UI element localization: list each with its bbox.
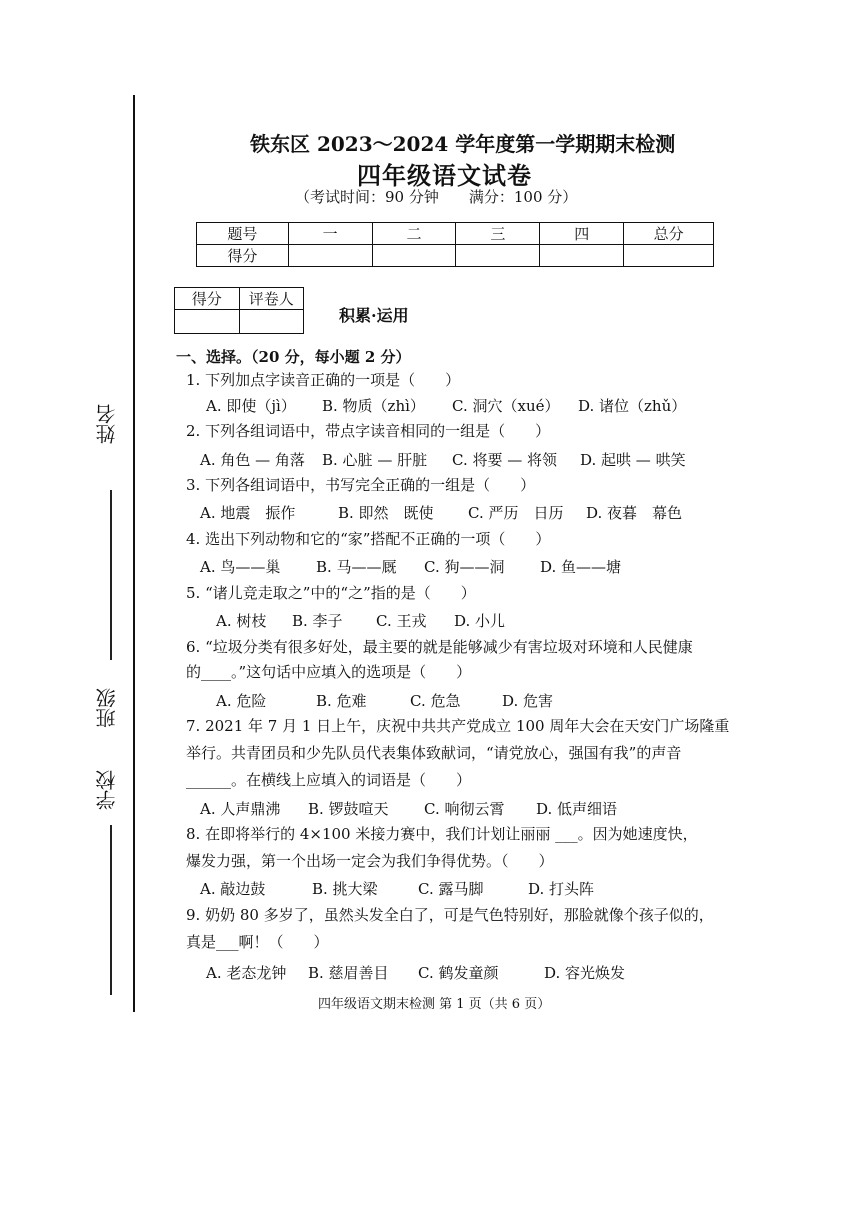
q7-option-b[interactable]: B. 锣鼓喧天	[308, 800, 389, 818]
score-table-cell: 题号	[197, 223, 289, 245]
question-2-stem: 2. 下列各组词语中，带点字读音相同的一组是（ ）	[186, 422, 551, 440]
score-table-cell: 三	[456, 223, 540, 245]
q9-option-a[interactable]: A. 老态龙钟	[206, 964, 287, 982]
q4-option-d[interactable]: D. 鱼——塘	[540, 558, 622, 576]
q1-option-c[interactable]: C. 洞穴（xué）	[452, 397, 560, 415]
question-7-stem-line3: ______。在横线上应填入的词语是（ ）	[186, 771, 472, 789]
score-table-cell: 得分	[197, 245, 289, 267]
class-label-text: 班级	[95, 688, 119, 728]
q8-option-a[interactable]: A. 敲边鼓	[200, 880, 266, 898]
q8-option-d[interactable]: D. 打头阵	[528, 880, 595, 898]
q3-option-a[interactable]: A. 地震 振作	[200, 504, 296, 522]
q7-option-a[interactable]: A. 人声鼎沸	[200, 800, 281, 818]
q7-option-c[interactable]: C. 响彻云霄	[424, 800, 505, 818]
part1-heading: 一、选择。（20 分，每小题 2 分）	[176, 348, 411, 366]
binding-line	[133, 95, 135, 1012]
q4-option-b[interactable]: B. 马——厩	[316, 558, 397, 576]
q6-option-d[interactable]: D. 危害	[502, 692, 554, 710]
section-title: 积累·运用	[339, 306, 409, 325]
q9-option-b[interactable]: B. 慈眉善目	[308, 964, 389, 982]
name-label	[96, 404, 118, 447]
question-3-stem: 3. 下列各组词语中，书写完全正确的一组是（ ）	[186, 476, 536, 494]
name-label-text: 姓名	[95, 404, 119, 444]
q2-option-c[interactable]: C. 将要 — 将领	[452, 451, 558, 469]
q6-option-c[interactable]: C. 危急	[410, 692, 461, 710]
paper-title: 四年级语文试卷	[357, 161, 532, 190]
q2-option-b[interactable]: B. 心脏 — 肝脏	[322, 451, 428, 469]
q6-option-b[interactable]: B. 危难	[316, 692, 367, 710]
grader-name-input[interactable]	[239, 310, 304, 334]
grader-score-label: 得分	[175, 288, 240, 310]
class-label	[96, 688, 118, 731]
score-input-cell[interactable]	[372, 245, 456, 267]
q5-option-a[interactable]: A. 树枝	[216, 612, 267, 630]
q5-option-d[interactable]: D. 小儿	[454, 612, 506, 630]
score-table-cell: 二	[372, 223, 456, 245]
q3-option-b[interactable]: B. 即然 既使	[338, 504, 434, 522]
question-8-stem-line2: 爆发力强，第一个出场一定会为我们争得优势。（ ）	[186, 852, 554, 870]
score-input-cell[interactable]	[624, 245, 714, 267]
question-7-stem-line1: 7. 2021 年 7 月 1 日上午，庆祝中共共产党成立 100 周年大会在天安门广场隆重	[186, 717, 730, 735]
page-footer: 四年级语文期末检测 第 1 页（共 6 页）	[318, 997, 551, 1012]
exam-title: 铁东区 2023～2024 学年度第一学期期末检测	[250, 132, 676, 156]
q9-option-d[interactable]: D. 容光焕发	[544, 964, 626, 982]
q7-option-d[interactable]: D. 低声细语	[536, 800, 618, 818]
score-table-score-row	[197, 245, 714, 267]
grader-score-input[interactable]	[175, 310, 240, 334]
question-6-stem-line2: 的____。”这句话中应填入的选项是（ ）	[186, 663, 472, 681]
q5-option-b[interactable]: B. 李子	[292, 612, 343, 630]
school-blank-line[interactable]	[110, 825, 112, 995]
score-input-cell[interactable]	[456, 245, 540, 267]
q4-option-c[interactable]: C. 狗——洞	[424, 558, 505, 576]
score-table-cell: 四	[540, 223, 624, 245]
score-table	[196, 222, 714, 267]
question-8-stem-line1: 8. 在即将举行的 4×100 米接力赛中，我们计划让丽丽 ___。因为她速度快，	[186, 825, 698, 843]
q1-option-a[interactable]: A. 即使（jì）	[206, 397, 296, 415]
question-7-stem-line2: 举行。共青团员和少先队员代表集体致献词，“请党放心，强国有我”的声音	[186, 744, 682, 762]
grader-name-label: 评卷人	[239, 288, 304, 310]
question-6-stem-line1: 6. “垃圾分类有很多好处，最主要的就是能够减少有害垃圾对环境和人民健康	[186, 638, 693, 656]
q8-option-b[interactable]: B. 挑大梁	[312, 880, 378, 898]
question-1-stem: 1. 下列加点字读音正确的一项是（ ）	[186, 371, 461, 389]
q9-option-c[interactable]: C. 鹤发童颜	[418, 964, 499, 982]
q2-option-d[interactable]: D. 起哄 — 哄笑	[580, 451, 686, 469]
q4-option-a[interactable]: A. 鸟——巢	[200, 558, 281, 576]
question-4-stem: 4. 选出下列动物和它的“家”搭配不正确的一项（ ）	[186, 530, 551, 548]
question-9-stem-line2: 真是___啊！（ ）	[186, 933, 329, 951]
score-input-cell[interactable]	[540, 245, 624, 267]
grader-table	[174, 287, 304, 334]
score-table-header-row	[197, 223, 714, 245]
q3-option-d[interactable]: D. 夜暮 幕色	[586, 504, 683, 522]
question-5-stem: 5. “诸儿竞走取之”中的“之”指的是（ ）	[186, 584, 476, 602]
school-label	[96, 770, 118, 813]
q1-option-d[interactable]: D. 诸位（zhǔ）	[578, 397, 687, 415]
school-label-text: 学校	[95, 770, 119, 810]
q6-option-a[interactable]: A. 危险	[216, 692, 267, 710]
score-table-cell: 总分	[624, 223, 714, 245]
question-9-stem-line1: 9. 奶奶 80 多岁了，虽然头发全白了，可是气色特别好，那脸就像个孩子似的，	[186, 906, 714, 924]
name-blank-line[interactable]	[110, 490, 112, 660]
score-input-cell[interactable]	[288, 245, 372, 267]
exam-info: （考试时间：90 分钟 满分：100 分）	[295, 188, 578, 206]
q3-option-c[interactable]: C. 严历 日历	[468, 504, 564, 522]
q8-option-c[interactable]: C. 露马脚	[418, 880, 484, 898]
q5-option-c[interactable]: C. 王戎	[376, 612, 427, 630]
q2-option-a[interactable]: A. 角色 — 角落	[200, 451, 305, 469]
score-table-cell: 一	[288, 223, 372, 245]
q1-option-b[interactable]: B. 物质（zhì）	[322, 397, 425, 415]
